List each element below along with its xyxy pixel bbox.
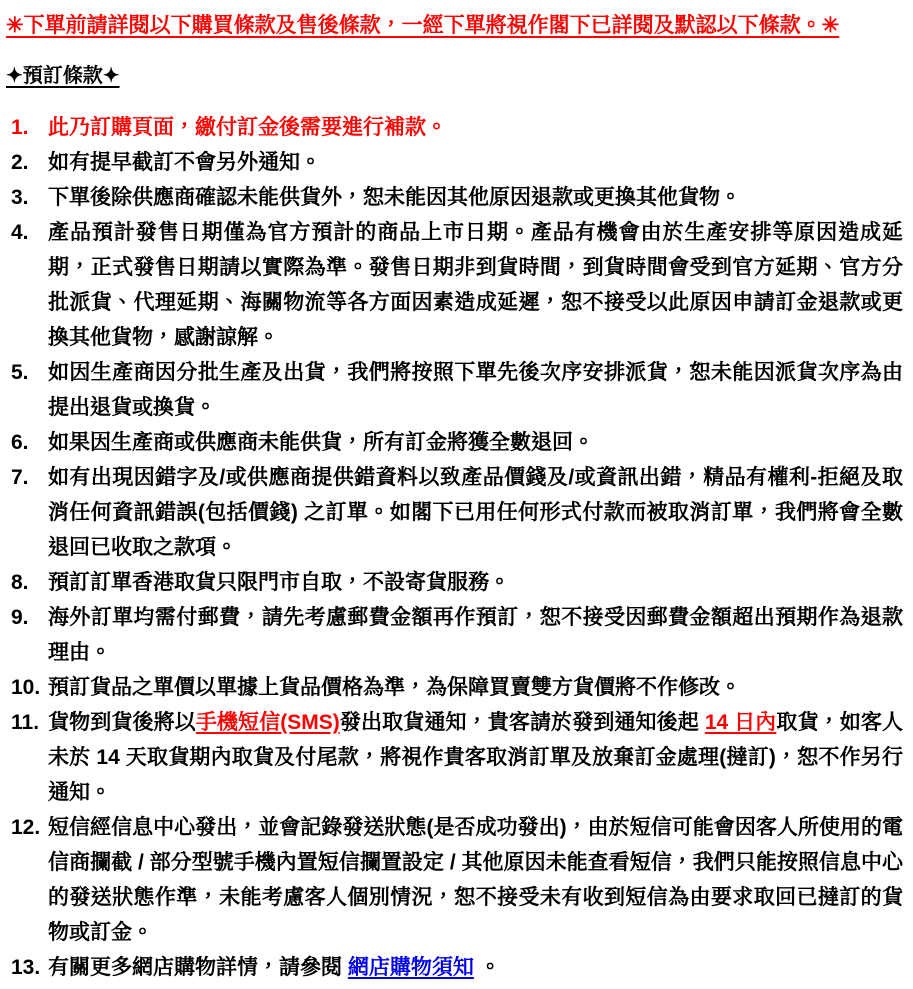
term-text: 產品預計發售日期僅為官方預計的商品上市日期。產品有機會由於生產安排等原因造成延期，正式發售日期請以實際為準。發售日期非到貨時間，到貨時間會受到官方延期、官方分批派貨、代理延期、海關物流等各方面因素造成延遲，恕不接受以此原因申請訂金退款或更換其他貨物，感謝諒解。 (48, 221, 903, 349)
term-item-3 (6, 180, 905, 215)
term-number: 7. (11, 466, 29, 489)
term-item-6 (6, 425, 905, 460)
term-text: 取貨，如客人未於 14 天取貨期內取貨及付尾款，將視作貴客取消訂單及放棄訂金處理(撻訂)，恕不作另行通知。 (48, 711, 903, 804)
term-number: 1. (11, 116, 29, 139)
term-number: 6. (11, 431, 29, 454)
purchase-terms-notice: ✳下單前請詳閱以下購買條款及售後條款，一經下單將視作閣下已詳閱及默認以下條款。✳ (6, 14, 840, 37)
terms-list (6, 110, 905, 985)
term-item-13 (6, 950, 905, 985)
term-number: 8. (11, 571, 29, 594)
term-number: 2. (11, 151, 29, 174)
term-number: 12. (11, 816, 41, 839)
term-text: 下單後除供應商確認未能供貨外，恕未能因其他原因退款或更換其他貨物。 (48, 186, 741, 209)
term-number: 3. (11, 186, 29, 209)
term-text: 海外訂單均需付郵費，請先考慮郵費金額再作預訂，恕不接受因郵費金額超出預期作為退款理由。 (48, 606, 903, 664)
term-text: 。 (473, 956, 501, 979)
term-text: 貨物到貨後將以 (48, 711, 196, 734)
term-text: 此乃訂購頁面，繳付訂金後需要進行補款。 (48, 116, 447, 139)
term-item-2 (6, 145, 905, 180)
term-item-4 (6, 215, 905, 355)
term-number: 13. (11, 956, 41, 979)
term-text: 如有出現因錯字及/或供應商提供錯資料以致產品價錢及/或資訊出錯，精品有權利-拒絕及取消任何資訊錯誤(包括價錢) 之訂單。如閣下已用任何形式付款而被取消訂單，我們將會全數退回已收取之款項。 (48, 466, 903, 559)
term-number: 5. (11, 361, 29, 384)
term-text: 短信經信息中心發出，並會記錄發送狀態(是否成功發出)，由於短信可能會因客人所使用的電信商攔截 / 部分型號手機內置短信攔置設定 / 其他原因未能查看短信，我們只能按照信息中心的發送狀態作準，未能考慮客人個別情況，恕不接受未有收到短信為由要求取回已撻訂的貨物或訂金。 (48, 816, 903, 944)
term-number: 9. (11, 606, 29, 629)
term-number: 4. (11, 221, 29, 244)
term-text: 有關更多網店購物詳情，請參閱 (48, 956, 348, 979)
preorder-terms-title: ✦預訂條款✦ (6, 65, 120, 87)
sms-highlight: 手機短信(SMS) (195, 711, 340, 734)
term-text: 如因生產商因分批生產及出貨，我們將按照下單先後次序安排派貨，恕未能因派貨次序為由提出退貨或換貨。 (48, 361, 903, 419)
term-item-5 (6, 355, 905, 425)
store-shopping-guide-link[interactable]: 網店購物須知 (347, 956, 474, 979)
term-item-1 (6, 110, 905, 145)
term-item-10 (6, 670, 905, 705)
term-item-9 (6, 600, 905, 670)
term-text: 如果因生產商或供應商未能供貨，所有訂金將獲全數退回。 (48, 431, 594, 454)
term-item-7 (6, 460, 905, 565)
term-item-12 (6, 810, 905, 950)
pickup-deadline-highlight: 14 日內 (704, 711, 777, 734)
term-number: 11. (11, 711, 40, 734)
term-number: 10. (11, 676, 41, 699)
term-item-11 (6, 705, 905, 810)
term-text: 發出取貨通知，貴客請於發到通知後起 (339, 711, 705, 734)
term-text: 預訂貨品之單價以單據上貨品價格為準，為保障買賣雙方貨價將不作修改。 (48, 676, 741, 699)
term-text: 預訂訂單香港取貨只限門市自取，不設寄貨服務。 (48, 571, 510, 594)
term-text: 如有提早截訂不會另外通知。 (48, 151, 321, 174)
term-item-8 (6, 565, 905, 600)
